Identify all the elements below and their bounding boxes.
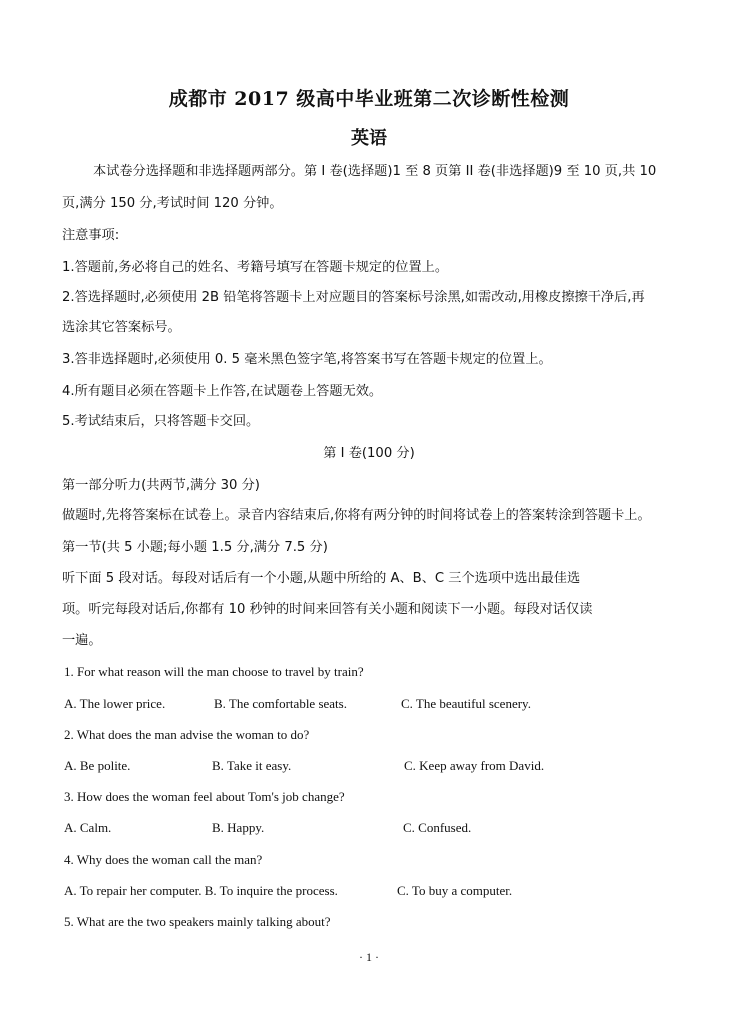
notes-heading: 注意事项: <box>62 228 120 243</box>
note-item-3: 3.答非选择题时,必须使用 0. 5 毫米黑色签字笔,将答案书写在答题卡规定的位置上。 <box>62 352 552 367</box>
note-item-4: 4.所有题目必须在答题卡上作答,在试题卷上答题无效。 <box>62 384 383 399</box>
note-item-1: 1.答题前,务必将自己的姓名、考籍号填写在答题卡规定的位置上。 <box>62 260 449 275</box>
question-4-options-ab: A. To repair her computer. B. To inquire the process. <box>64 883 338 898</box>
section1-line-1: 听下面 5 段对话。每段对话后有一个小题,从题中所给的 A、B、C 三个选项中选出最佳选 <box>62 571 581 586</box>
question-1-option-c: C. The beautiful scenery. <box>401 696 531 711</box>
intro-line-2: 页,满分 150 分,考试时间 120 分钟。 <box>62 196 283 211</box>
note-item-5: 5.考试结束后，只将答题卡交回。 <box>62 414 260 429</box>
question-2-option-b: B. Take it easy. <box>212 758 292 773</box>
question-2-option-a: A. Be polite. <box>64 758 131 773</box>
page-number: · 1 · <box>359 950 379 964</box>
question-1-option-b: B. The comfortable seats. <box>214 696 347 711</box>
section1-line-3: 一遍。 <box>62 633 102 648</box>
question-2-stem: 2. What does the man advise the woman to do? <box>64 727 310 742</box>
note-item-2a: 2.答选择题时,必须使用 2B 铅笔将答题卡上对应题目的答案标号涂黑,如需改动,用橡皮擦擦干净后,再 <box>62 290 645 305</box>
question-5-stem: 5. What are the two speakers mainly talking about? <box>64 914 331 929</box>
exam-title: 成都市 2017 级高中毕业班第二次诊断性检测 <box>168 88 570 110</box>
question-3-option-c: C. Confused. <box>403 820 472 835</box>
volume-title: 第 I 卷(100 分) <box>323 446 415 461</box>
question-3-option-a: A. Calm. <box>64 820 112 835</box>
question-1-option-a: A. The lower price. <box>64 696 166 711</box>
question-4-option-c: C. To buy a computer. <box>397 883 513 898</box>
question-3-option-b: B. Happy. <box>212 820 265 835</box>
question-2-option-c: C. Keep away from David. <box>404 758 545 773</box>
section1-line-2: 项。听完每段对话后,你都有 10 秒钟的时间来回答有关小题和阅读下一小题。每段对话仅读 <box>62 602 593 617</box>
intro-line-1: 本试卷分选择题和非选择题两部分。第 I 卷(选择题)1 至 8 页第 II 卷(非选择题)9 至 10 页,共 10 <box>93 164 657 179</box>
subject-title: 英语 <box>351 128 387 149</box>
part1-instruction: 做题时,先将答案标在试卷上。录音内容结束后,你将有两分钟的时间将试卷上的答案转涂到答题卡上。 <box>62 508 651 523</box>
note-item-2b: 选涂其它答案标号。 <box>62 320 181 335</box>
section1-heading: 第一节(共 5 小题;每小题 1.5 分,满分 7.5 分) <box>62 540 328 555</box>
question-3-stem: 3. How does the woman feel about Tom's job change? <box>64 789 345 804</box>
part1-heading: 第一部分听力(共两节,满分 30 分) <box>62 478 260 493</box>
question-1-stem: 1. For what reason will the man choose to travel by train? <box>64 664 364 679</box>
question-4-stem: 4. Why does the woman call the man? <box>64 852 263 867</box>
